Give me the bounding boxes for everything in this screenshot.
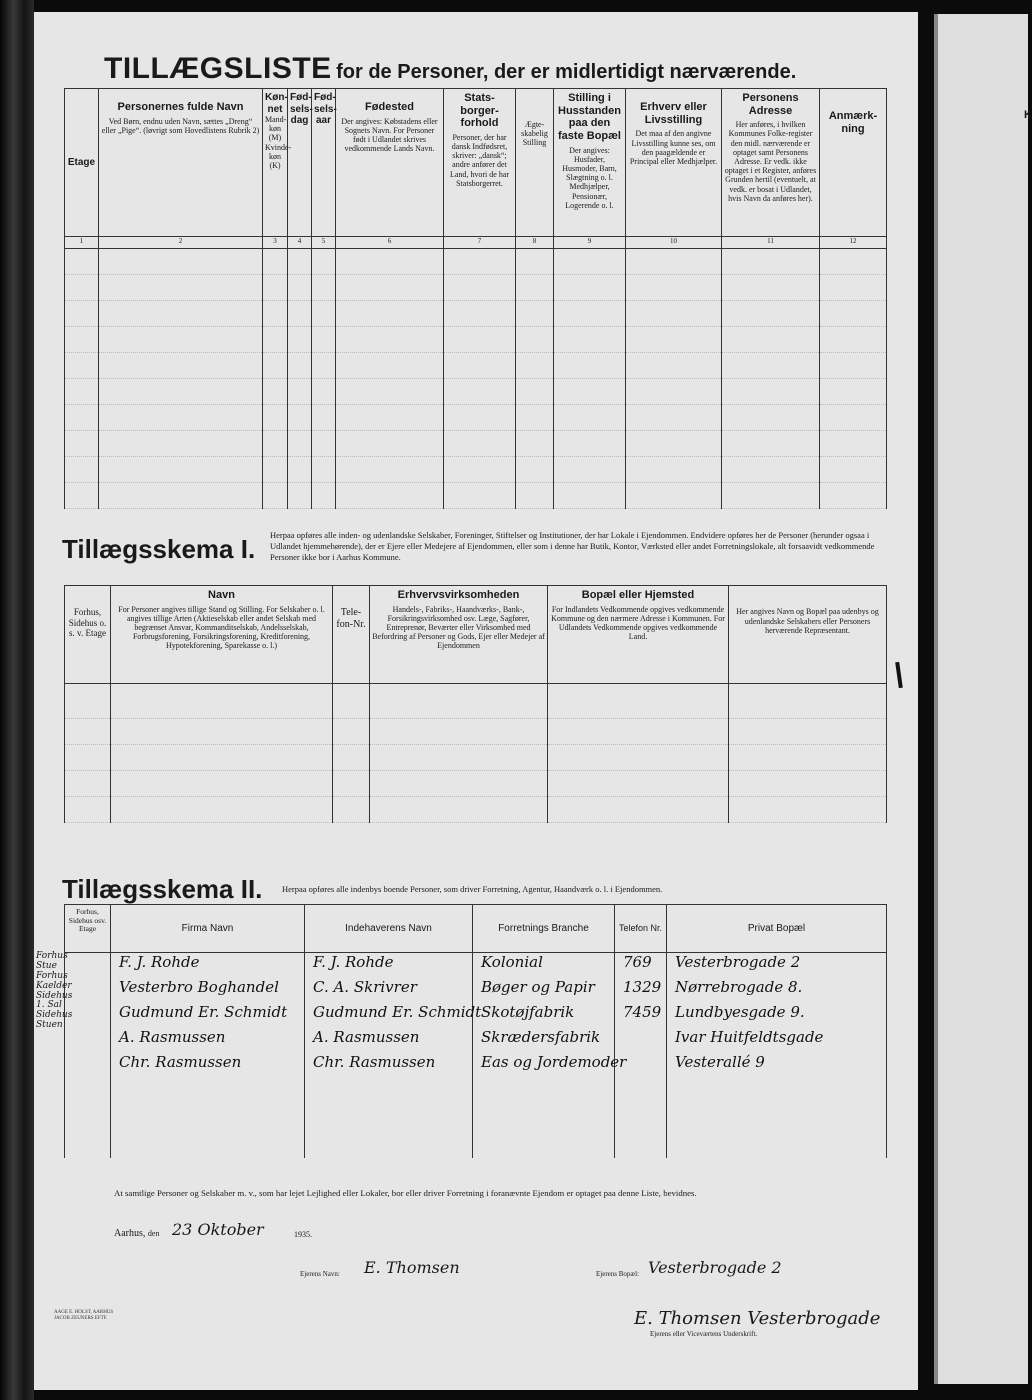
branch-cell: Eas og Jordemoder (473, 1053, 615, 1078)
owner-cell: F. J. Rohde (305, 953, 473, 979)
firm-cell: F. J. Rohde (111, 953, 305, 979)
table-row (65, 1103, 887, 1128)
s1-col-business: Erhvervsvirksomheden Handels-, Fabriks-, Haandværks-, Bank-, Forsikringsvirksomhed osv. Læge, Sagfører, Entreprenør, Beværter eller Virksomhed med Befordring af Personer og Gods, Ejer eller Medejer af Ejendommen (370, 586, 548, 684)
certification-statement: At samtlige Personer og Selskaber m. v., som har lejet Lejlighed eller Lokaler, bor eller driver Forretning i foranævnte Ejendom er optaget paa denne Liste, bevidnes. (114, 1188, 697, 1198)
table-row (65, 275, 887, 301)
branch-cell: Bøger og Papir (473, 978, 615, 1003)
binding-edge (0, 0, 34, 1400)
col-address: Personens Adresse Her anføres, i hvilken Kommunes Folke-register den midl. nærværende er optaget samt Personens Adresse. Er vedk. ikke optaget i et Register, anføres Grunden hertil (eventuelt, at vedk. er bosat i Udlandet, hvis Navn da anføres her). (722, 89, 820, 237)
phone-cell: 1329 (615, 978, 667, 1003)
table-row (65, 1053, 887, 1078)
col-etage: Etage (65, 89, 99, 237)
table-row (65, 327, 887, 353)
s1-col-representative: Her angives Navn og Bopæl paa udenbys og udenlandske Selskabers eller Personers herværende Repræsentant. (729, 586, 887, 684)
signature-handwritten: E. Thomsen Vesterbrogade (634, 1308, 881, 1329)
s1-col-name: Navn For Personer angives tillige Stand og Stilling. For Selskaber o. l. angives tillige Arten (Aktieselskab eller andet Selskab med begrænset Ansvar, Kommanditselskab, Andelsselskab, Forbrugsforening, Forsikringsforening, Kreditforening, Hypotekforening, Sparekasse o. l.) (111, 586, 333, 684)
table-row (65, 379, 887, 405)
owner-cell: C. A. Skrivrer (305, 978, 473, 1003)
address-cell: Nørrebrogade 8. (667, 978, 887, 1003)
table-row (65, 797, 887, 823)
table-row (65, 353, 887, 379)
skema1-description: Herpaa opføres alle inden- og udenlandske Selskaber, Foreninger, Stiftelser og Institutioner, der har Lokale i Ejendommen. Endvidere opføres her de Personer (herunder ogsaa i Udlandet hjemmehørende), der er Ejere eller Medejere af Ejendommen, eller som i denne har Butik, Kontor, Værksted eller andet Forretningslokale, alt forsaavidt vedkommende Personer ikke bor i Aarhus Kommune. (270, 530, 875, 563)
col-num: 1 (65, 237, 99, 249)
title-main: TILLÆGSLISTE (104, 52, 332, 85)
table-row (65, 431, 887, 457)
table-row (65, 483, 887, 509)
col-birthday: Fød-sels-dag (288, 89, 312, 237)
s2-col-owner: Indehaverens Navn (305, 905, 473, 953)
owner-cell: Gudmund Er. Schmidt (305, 1003, 473, 1028)
table-row (65, 1028, 887, 1053)
address-cell: Vesterallé 9 (667, 1053, 887, 1078)
firm-cell: Gudmund Er. Schmidt (111, 1003, 305, 1028)
s2-col-etage: Forhus, Sidehus osv. Etage (65, 905, 111, 953)
firm-cell: A. Rasmussen (111, 1028, 305, 1053)
skema2-table (64, 904, 887, 1158)
adjacent-page-text: K (1024, 109, 1032, 121)
firm-cell: Vesterbro Boghandel (111, 978, 305, 1003)
table-row (65, 953, 887, 979)
col-num: 10 (626, 237, 722, 249)
address-cell: Lundbyesgade 9. (667, 1003, 887, 1028)
s2-col-firm: Firma Navn (111, 905, 305, 953)
col-occupation: Erhverv eller Livsstilling Det maa af den angivne Livsstilling kunne ses, om den paagældende er Principal eller Medhjælper. (626, 89, 722, 237)
address-cell: Ivar Huitfeldtsgade (667, 1028, 887, 1053)
table-row (65, 978, 887, 1003)
skema2-title: Tillægsskema II. (62, 874, 263, 904)
branch-cell: Skotøjfabrik (473, 1003, 615, 1028)
col-num: 9 (554, 237, 626, 249)
s1-col-phone: Tele-fon-Nr. (333, 586, 370, 684)
table-row (65, 771, 887, 797)
table-row (65, 405, 887, 431)
col-num: 3 (263, 237, 288, 249)
col-name: Personernes fulde Navn Ved Børn, endnu uden Navn, sættes „Dreng“ eller „Pige“. (løvrigt som Hovedlistens Rubrik 2) (99, 89, 263, 237)
table-row (65, 1128, 887, 1158)
pen-mark (895, 662, 903, 688)
skema1-empty-rows (65, 684, 887, 823)
skema2-rows (65, 953, 887, 1159)
signature-label: Ejerens eller Viceværtens Underskrift. (650, 1330, 758, 1338)
owner-cell: Chr. Rasmussen (305, 1053, 473, 1078)
table-row (65, 249, 887, 275)
table-row (65, 1078, 887, 1103)
s1-col-residence: Bopæl eller Hjemsted For Indlandets Vedkommende opgives vedkommende Kommune og den nærmere Adresse i Kommunen. For Udlandets Vedkommende opgives vedkommende Land. (548, 586, 729, 684)
printer-mark: AAGE E. HOLST, AARHUS JACOB ZEUNERS EFTF. (54, 1310, 114, 1321)
date-year: 1935. (294, 1230, 312, 1239)
col-marital: Ægte-skabelig Stilling (516, 89, 554, 237)
col-birthyear: Fød-sels-aar (312, 89, 336, 237)
phone-cell: 7459 (615, 1003, 667, 1028)
s2-col-branch: Forretnings Branche (473, 905, 615, 953)
col-num: 12 (820, 237, 887, 249)
address-cell: Vesterbrogade 2 (667, 953, 887, 979)
s1-col-etage: Forhus, Sidehus o. s. v. Etage (65, 586, 111, 684)
form-title (104, 52, 796, 86)
branch-cell: Skrædersfabrik (473, 1028, 615, 1053)
form-page (34, 12, 918, 1390)
owner-address-handwritten: Vesterbrogade 2 (648, 1258, 782, 1277)
table-row (65, 1003, 887, 1028)
col-num: 7 (444, 237, 516, 249)
branch-cell: Kolonial (473, 953, 615, 979)
main-table (64, 88, 887, 509)
main-empty-rows (65, 249, 887, 509)
s2-col-phone: Telefon Nr. (615, 905, 667, 953)
phone-cell (615, 1028, 667, 1053)
col-num: 2 (99, 237, 263, 249)
skema1-title: Tillægsskema I. (62, 534, 256, 564)
col-remark: Anmærk-ning (820, 89, 887, 237)
table-row (65, 457, 887, 483)
owner-name-handwritten: E. Thomsen (364, 1258, 460, 1277)
table-row (65, 684, 887, 719)
date-handwritten: 23 Oktober (172, 1220, 264, 1239)
skema1-table (64, 585, 887, 823)
title-rest: for de Personer, der er midlertidigt nærværende. (336, 61, 797, 83)
table-row (65, 719, 887, 745)
firm-cell: Chr. Rasmussen (111, 1053, 305, 1078)
phone-cell: 769 (615, 953, 667, 979)
page-fold (934, 14, 938, 1384)
skema2-description: Herpaa opføres alle indenbys boende Personer, som driver Forretning, Agentur, Haandværk o. l. i Ejendommen. (282, 884, 663, 894)
col-num: 4 (288, 237, 312, 249)
col-num: 6 (336, 237, 444, 249)
col-household: Stilling i Husstanden paa den faste Bopæl Der angives: Husfader, Husmoder, Barn, Slægtning o. l. Medhjælper, Pensionær, Logerende o. l. (554, 89, 626, 237)
date-place: Aarhus, den (114, 1228, 160, 1239)
adjacent-page (934, 14, 1032, 1384)
owner-address-label: Ejerens Bopæl: (596, 1270, 639, 1278)
table-row (65, 301, 887, 327)
etage-notes: Forhus Stue Forhus Kaelder Sidehus 1. Sal Sidehus Stuen (36, 951, 73, 1031)
s2-col-address: Privat Bopæl (667, 905, 887, 953)
col-sex: Køn-net Mand-køn (M) Kvinde-køn (K) (263, 89, 288, 237)
col-birthplace: Fødested Der angives: Købstadens eller Sognets Navn. For Personer født i Udlandet skrives vedkommende Lands Navn. (336, 89, 444, 237)
col-num: 11 (722, 237, 820, 249)
col-citizenship: Stats-borger-forhold Personer, der har dansk Indfødsret, skriver: „dansk“; andre anfører det Land, hvori de har Statsborgerret. (444, 89, 516, 237)
col-num: 8 (516, 237, 554, 249)
owner-name-label: Ejerens Navn: (300, 1270, 340, 1278)
owner-cell: A. Rasmussen (305, 1028, 473, 1053)
col-num: 5 (312, 237, 336, 249)
table-row (65, 745, 887, 771)
